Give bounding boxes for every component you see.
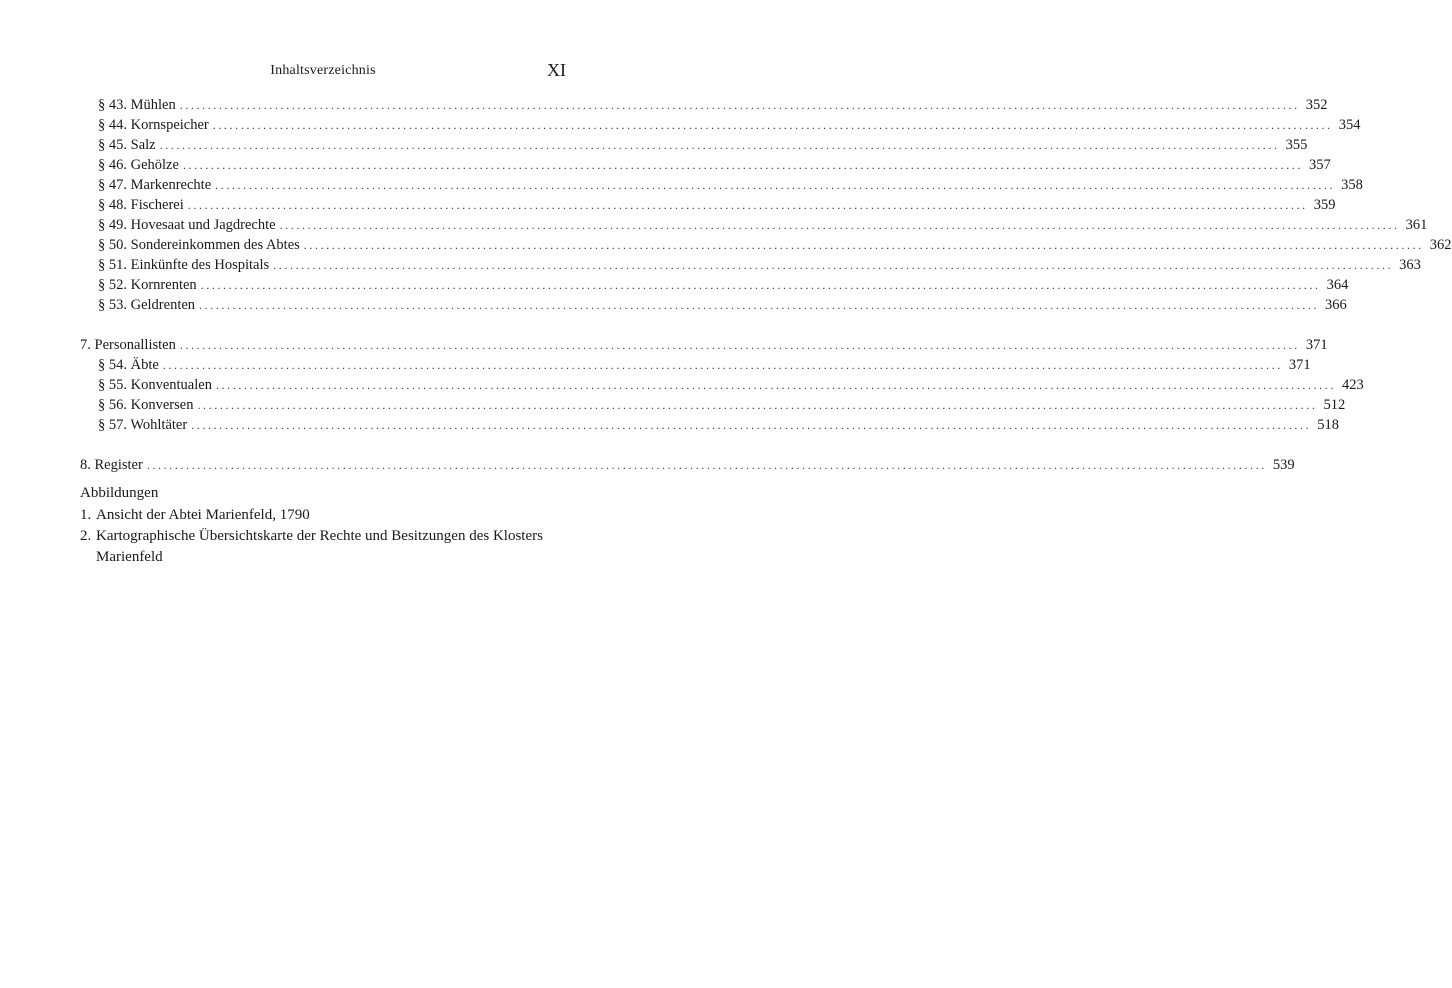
- toc-entry: [80, 95, 1328, 115]
- page-number: XI: [547, 60, 566, 80]
- toc-entry-page: 361: [1405, 217, 1428, 233]
- toc-entry: [80, 135, 1308, 155]
- toc-entry-label: § 45. Salz: [98, 137, 156, 153]
- dot-leader: ........................................................................................................................................................................................................: [182, 158, 1303, 172]
- toc-entry-page: 354: [1338, 117, 1361, 133]
- toc-group-sections-43-53: [80, 95, 1452, 315]
- spacer: [80, 315, 566, 335]
- dot-leader: ........................................................................................................................................................................................................: [212, 118, 1333, 132]
- toc-entry: [80, 395, 1346, 415]
- toc-entry: [80, 375, 1364, 395]
- dot-leader: ........................................................................................................................................................................................................: [159, 138, 1280, 152]
- abbildung-number: 1.: [80, 507, 92, 523]
- abbildung-text: Kartographische Übersichtskarte der Rechte und Besitzungen des Klosters Marienfeld: [96, 528, 543, 565]
- dot-leader: ........................................................................................................................................................................................................: [303, 238, 1424, 252]
- toc-entry-page: 362: [1429, 237, 1452, 253]
- toc-entry-label: § 56. Konversen: [98, 397, 194, 413]
- toc-entry: [80, 275, 1349, 295]
- toc-entry-section-8: [80, 455, 1295, 475]
- toc-entry-page: 358: [1341, 177, 1363, 193]
- toc-entry-page: 357: [1308, 157, 1331, 173]
- toc-entry-label: § 55. Konventualen: [98, 377, 212, 393]
- dot-leader: ........................................................................................................................................................................................................: [273, 258, 1394, 272]
- abbildungen-list: [80, 483, 566, 568]
- dot-leader: ........................................................................................................................................................................................................: [187, 198, 1308, 212]
- toc-entry: [80, 215, 1428, 235]
- toc-entry: [80, 195, 1336, 215]
- toc-entry-page: 366: [1325, 297, 1347, 313]
- abbildungen-heading: Abbildungen: [80, 485, 159, 501]
- dot-leader: ........................................................................................................................................................................................................: [179, 98, 1300, 112]
- toc-entry-page: 539: [1272, 457, 1295, 473]
- toc-entry-label: 8. Register: [80, 457, 143, 473]
- toc-entry-label: § 54. Äbte: [98, 357, 159, 373]
- toc-entry-label: § 44. Kornspeicher: [98, 117, 209, 133]
- toc-entry-page: 423: [1341, 377, 1364, 393]
- toc-entry: [80, 295, 1347, 315]
- dot-leader: ........................................................................................................................................................................................................: [200, 278, 1321, 292]
- toc-entry-section-7: [80, 335, 1328, 355]
- dot-leader: ........................................................................................................................................................................................................: [146, 458, 1267, 472]
- dot-leader: ........................................................................................................................................................................................................: [215, 378, 1336, 392]
- abbildung-number: 2.: [80, 528, 92, 544]
- toc-entry-page: 352: [1305, 97, 1328, 113]
- toc-entry-label: § 57. Wohltäter: [98, 417, 188, 433]
- toc-entry-label: § 53. Geldrenten: [98, 297, 196, 313]
- toc-entry-page: 512: [1323, 397, 1346, 413]
- toc-entry-label: § 47. Markenrechte: [98, 177, 212, 193]
- dot-leader: ........................................................................................................................................................................................................: [179, 338, 1300, 352]
- running-header: [80, 60, 566, 84]
- toc-entry: [80, 255, 1421, 275]
- toc-entry-label: § 46. Gehölze: [98, 157, 179, 173]
- dot-leader: ........................................................................................................................................................................................................: [199, 298, 1320, 312]
- toc-entry: [80, 355, 1311, 375]
- spacer: [80, 435, 566, 455]
- toc-entry: [80, 175, 1363, 195]
- toc-entry: [80, 155, 1331, 175]
- running-title: Inhaltsverzeichnis: [270, 63, 376, 78]
- dot-leader: ........................................................................................................................................................................................................: [279, 218, 1400, 232]
- abbildung-item: [80, 526, 566, 568]
- toc-entry-page: 359: [1313, 197, 1336, 213]
- toc-entry-page: 364: [1326, 277, 1349, 293]
- toc-entry-label: § 52. Kornrenten: [98, 277, 197, 293]
- toc-entry-label: § 50. Sondereinkommen des Abtes: [98, 237, 300, 253]
- toc-entry-label: § 43. Mühlen: [98, 97, 176, 113]
- dot-leader: ........................................................................................................................................................................................................: [197, 398, 1318, 412]
- toc-entry-label: § 51. Einkünfte des Hospitals: [98, 257, 270, 273]
- toc-entry-page: 371: [1288, 357, 1311, 373]
- dot-leader: ........................................................................................................................................................................................................: [162, 358, 1283, 372]
- toc-entry: [80, 115, 1361, 135]
- toc-entry-page: 363: [1399, 257, 1421, 273]
- table-of-contents: [80, 95, 1452, 568]
- toc-entry-label: 7. Personallisten: [80, 337, 176, 353]
- dot-leader: ........................................................................................................................................................................................................: [215, 178, 1336, 192]
- abbildung-item: [80, 505, 566, 526]
- toc-group-sections-54-57: [80, 355, 1364, 435]
- abbildung-text: Ansicht der Abtei Marienfeld, 1790: [96, 507, 310, 523]
- toc-entry-page: 355: [1285, 137, 1308, 153]
- toc-entry-page: 371: [1305, 337, 1328, 353]
- toc-entry-page: 518: [1317, 417, 1339, 433]
- toc-entry: [80, 415, 1339, 435]
- dot-leader: ........................................................................................................................................................................................................: [191, 418, 1312, 432]
- toc-entry-label: § 49. Hovesaat und Jagdrechte: [98, 217, 276, 233]
- toc-entry-label: § 48. Fischerei: [98, 197, 184, 213]
- toc-entry: [80, 235, 1452, 255]
